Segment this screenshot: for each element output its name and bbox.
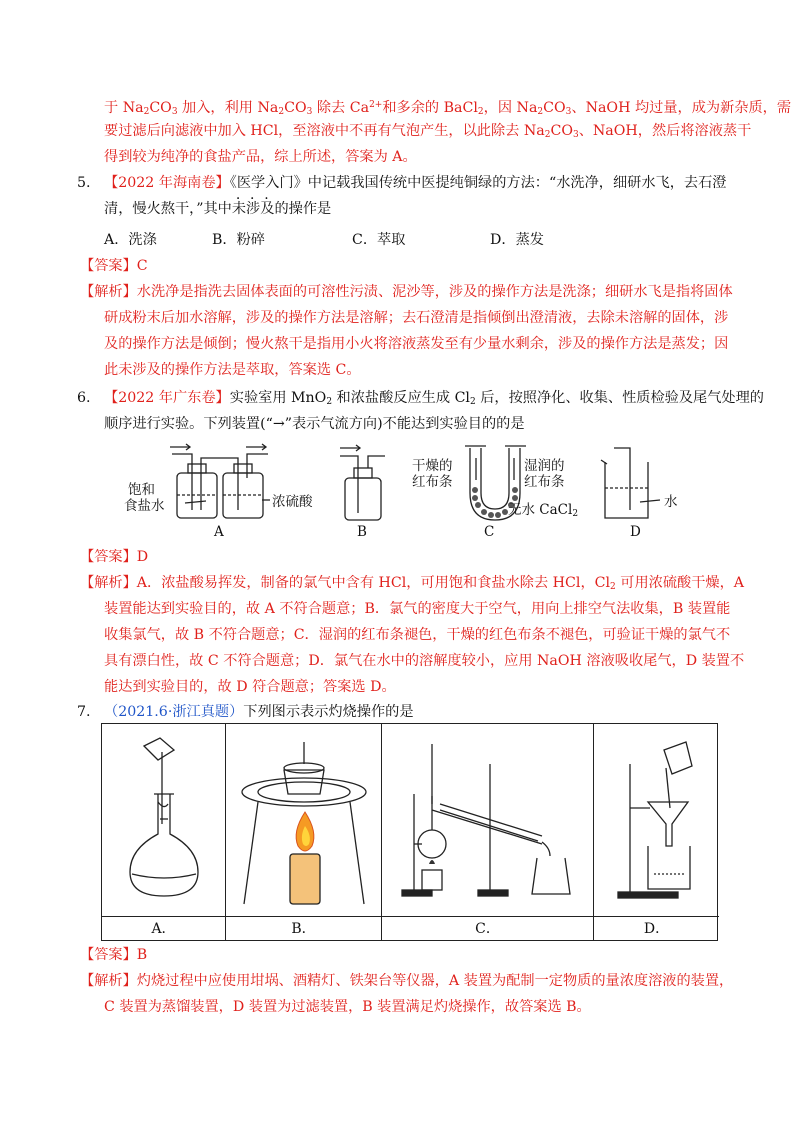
fig-c-label-dry-cloth: 红布条 [412,474,453,490]
q5-analysis-line-2: 研成粉末后加水溶解，涉及的操作方法是溶解；去石澄清是指倾倒出澄清液，去除未溶解的固体，涉 [104,310,729,326]
q7-answer: 【答案】B [80,947,148,963]
q6-analysis-line-5: 能达到实验目的，故 D 符合题意；答案选 D。 [104,679,396,695]
q7-figure-table [101,723,718,941]
q6-apparatus-figure [0,438,800,540]
q5-source: 【2022 年海南卷】 [104,175,230,191]
fig-d-label-water: 水 [664,494,678,510]
q5-analysis-line-1: 【解析】水洗净是指洗去固体表面的可溶性污渍、泥沙等，涉及的操作方法是洗涤；细研水飞是指将固体 [80,284,733,300]
fig-cap-c: C [484,524,495,540]
q5-option-c: C．萃取 [352,232,406,248]
q5-stem-line-1: 【2022 年海南卷】《医学入门》中记载我国传统中医提纯铜绿的方法：“水洗净，细研水飞，去石澄 [104,175,727,191]
q5-stem-line-2: 清，慢火熬干，”其中未涉及的操作是 [104,201,332,217]
q6-stem-line-2: 顺序进行实验。下列装置(“→”表示气流方向)不能达到实验目的的是 [104,416,525,432]
q7-cell-c [382,724,594,916]
prev-analysis-line-2: 要过滤后向滤液中加入 HCl，至溶液中不再有气泡产生，以此除去 $Na_2CO_3$、NaOH，然后将溶液蒸干 [104,123,752,140]
q7-caption-b: B． [226,916,382,940]
fig-b-collection-bottle [340,445,385,520]
q7-caption-a: A． [102,916,226,940]
volumetric-flask-icon [102,724,226,916]
fig-d-beaker [601,448,660,518]
fig-a-label-brine: 食盐水 [124,498,165,514]
fig-c-label-cacl2: 无水 CaCl$_2$ [508,502,579,519]
q6-number: 6. [77,390,91,406]
prev-analysis-line-1: 于 $Na_2CO_3$ 加入，利用 $Na_2CO_3$ 除去 $Ca^{2+}$和多余的 BaCl$_2$，因 $Na_2CO_3$、NaOH 均过量，成为新杂质，需 [104,100,792,117]
fig-cap-a: A [214,524,224,540]
q7-number: 7. [77,704,91,720]
q6-stem-line-1: 【2022 年广东卷】实验室用 MnO$_2$ 和浓盐酸反应生成 $Cl_2$ 后，按照净化、收集、性质检验及尾气处理的 [104,390,764,407]
q7-cell-b [226,724,382,916]
fig-c-label-dry: 干燥的 [412,458,453,474]
q6-analysis-line-3: 收集氯气，故 B 不符合题意；C．湿润的红布条褪色，干燥的红色布条不褪色，可验证干燥的氯气不 [104,627,731,643]
filtration-apparatus-icon [594,724,718,916]
q7-source: （2021.6·浙江真题） [104,704,244,720]
q5-option-a: A．洗涤 [104,232,157,248]
prev-analysis-line-3: 得到较为纯净的食盐产品，综上所述，答案为 A。 [104,149,417,165]
q6-source: 【2022 年广东卷】 [104,390,230,406]
q6-answer: 【答案】D [80,549,149,565]
q6-analysis-line-2: 装置能达到实验目的，故 A 不符合题意；B．氯气的密度大于空气，用向上排空气法收集，B 装置能 [104,601,731,617]
q5-analysis-line-4: 此未涉及的操作方法是萃取，答案选 C。 [104,362,361,378]
q5-option-b: B．粉碎 [212,232,265,248]
fig-c-label-wet-cloth: 红布条 [524,474,565,490]
q6-analysis-line-1: 【解析】A．浓盐酸易挥发，制备的氯气中含有 HCl，可用饱和食盐水除去 HCl，$Cl_2$ 可用浓硫酸干燥，A [80,575,745,592]
fig-a-label-saturated: 饱和 [128,482,155,498]
q5-number: 5. [77,175,91,191]
q7-analysis-line-1: 【解析】灼烧过程中应使用坩埚、酒精灯、铁架台等仪器，A 装置为配制一定物质的量浓度溶液的装置， [80,973,734,989]
q7-stem: （2021.6·浙江真题）下列图示表示灼烧操作的是 [104,704,414,720]
q7-cell-d [594,724,719,916]
fig-cap-b: B [357,524,367,540]
q7-cell-a [102,724,226,916]
fig-c-label-wet: 湿润的 [524,458,565,474]
q7-caption-c: C． [382,916,594,940]
fig-a-wash-bottles [170,444,270,518]
distillation-apparatus-icon [382,724,594,916]
q7-analysis-line-2: C 装置为蒸馏装置，D 装置为过滤装置，B 装置满足灼烧操作，故答案选 B。 [104,999,591,1015]
q5-answer: 【答案】C [80,258,148,274]
q5-analysis-line-3: 及的操作方法是倾倒；慢火熬干是指用小火将溶液蒸发至有少量水剩余，涉及的操作方法是蒸发；因 [104,336,729,352]
q5-option-d: D．蒸发 [490,232,544,248]
fig-a-label-acid: 浓硫酸 [272,494,313,510]
fig-cap-d: D [630,524,641,540]
crucible-heating-icon [226,724,382,916]
q7-caption-d: D． [594,916,719,940]
q6-analysis-line-4: 具有漂白性，故 C 不符合题意；D．氯气在水中的溶解度较小，应用 NaOH 溶液吸收尾气，D 装置不 [104,653,745,669]
